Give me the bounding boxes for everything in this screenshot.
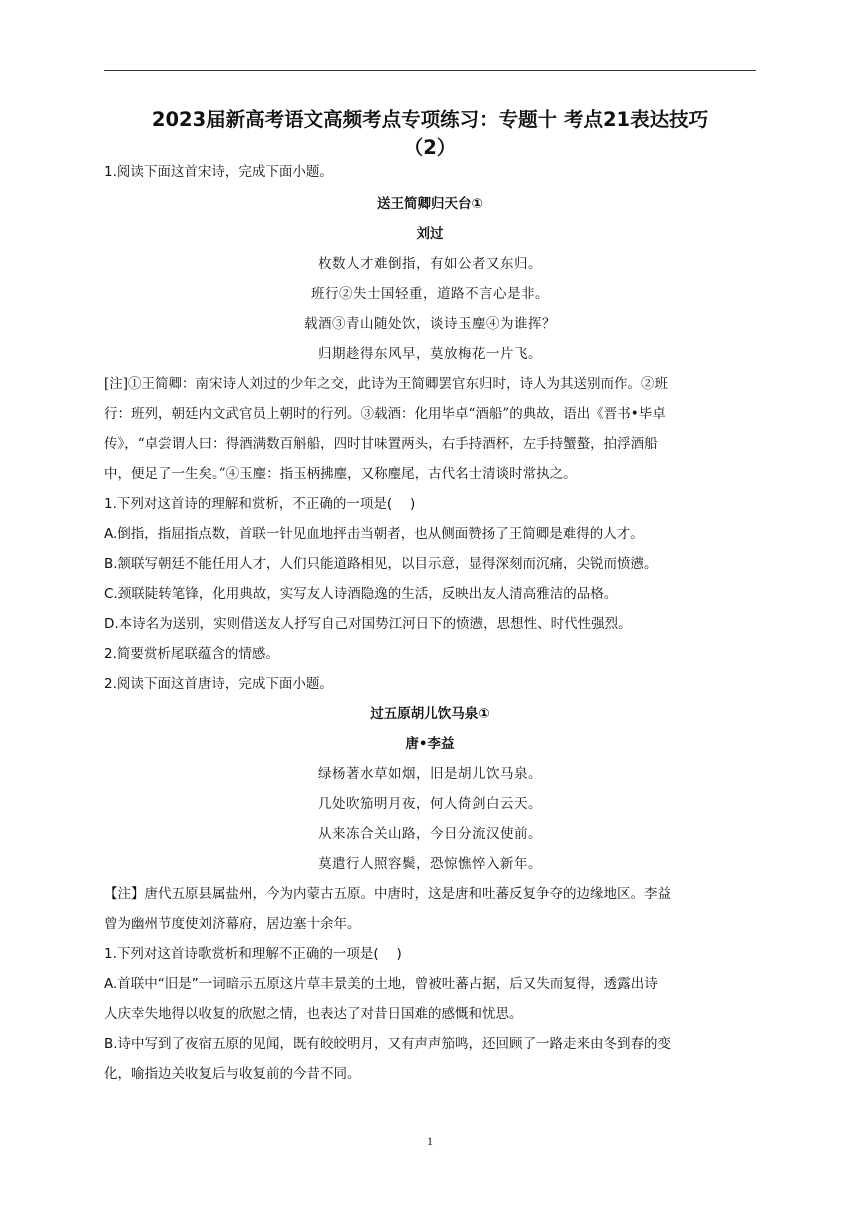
poem1-author: 刘过 xyxy=(416,226,444,242)
note1-line: 传》，“卓尝谓人曰：得酒满数百斛船，四时甘味置两头，右手持酒杯，左手持蟹螯，拍浮酒船 xyxy=(104,436,658,452)
poem2-author: 唐•李益 xyxy=(405,736,455,752)
title-line-1: 2023届新高考语文高频考点专项练习：专题十 考点21表达技巧 xyxy=(151,108,709,131)
q2-subquestion-1: 1.下列对这首诗歌赏析和理解不正确的一项是( ) xyxy=(104,946,402,962)
page-number: 1 xyxy=(427,1134,433,1148)
q1-option-b: B.颔联写朝廷不能任用人才，人们只能道路相见，以目示意，显得深刻而沉痛，尖锐而愤懑。 xyxy=(104,556,658,572)
poem2-line: 几处吹笳明月夜，何人倚剑白云天。 xyxy=(318,796,542,812)
note1-line: [注]①王简卿：南宋诗人刘过的少年之交，此诗为王简卿罢官东归时，诗人为其送别而作。②班 xyxy=(104,376,669,392)
header-rule xyxy=(104,70,756,71)
poem1-line: 载酒③青山随处饮，谈诗玉麈④为谁挥？ xyxy=(304,316,556,332)
q1-intro: 1.阅读下面这首宋诗，完成下面小题。 xyxy=(104,164,333,180)
q1-subquestion-2: 2.简要赏析尾联蕴含的情感。 xyxy=(104,646,279,662)
q2-intro: 2.阅读下面这首唐诗，完成下面小题。 xyxy=(104,676,333,692)
q1-option-d: D.本诗名为送别，实则借送友人抒写自己对国势江河日下的愤懑，思想性、时代性强烈。 xyxy=(104,616,632,632)
q2-option-a-line: 人庆幸失地得以收复的欣慰之情，也表达了对昔日国难的感慨和忧思。 xyxy=(104,1006,523,1022)
poem1-title: 送王简卿归天台① xyxy=(377,196,483,212)
q1-option-a: A.倒指，指屈指点数，首联一针见血地抨击当朝者，也从侧面赞扬了王简卿是难得的人才。 xyxy=(104,526,644,542)
poem2-line: 从来冻合关山路，今日分流汉使前。 xyxy=(318,826,542,842)
poem1-line: 班行②失士国轻重，道路不言心是非。 xyxy=(311,286,549,302)
poem1-line: 枚数人才难倒指，有如公者又东归。 xyxy=(318,256,542,272)
note2-line: 【注】唐代五原县属盐州，今为内蒙古五原。中唐时，这是唐和吐蕃反复争夺的边缘地区。李益 xyxy=(104,886,671,902)
note1-line: 中，便足了一生矣。”④玉麈：指玉柄拂麈，又称麈尾，古代名士清谈时常执之。 xyxy=(104,466,577,482)
q1-subquestion-1: 1.下列对这首诗的理解和赏析，不正确的一项是( ) xyxy=(104,496,416,512)
note1-line: 行：班列，朝廷内文武官员上朝时的行列。③载酒：化用毕卓“酒船”的典故，语出《晋书•毕卓 xyxy=(104,406,666,422)
q2-option-b-line: 化，喻指边关收复后与收复前的今昔不同。 xyxy=(104,1066,361,1082)
q2-option-a-line: A.首联中“旧是”一词暗示五原这片草丰景美的土地，曾被吐蕃占据，后又失而复得，透露出诗 xyxy=(104,976,658,992)
document-title xyxy=(104,106,756,162)
q1-option-c: C.颈联陡转笔锋，化用典故，实写友人诗酒隐逸的生活，反映出友人清高雅洁的品格。 xyxy=(104,586,618,602)
note2-line: 曾为幽州节度使刘济幕府，居边塞十余年。 xyxy=(104,916,361,932)
poem2-title: 过五原胡儿饮马泉① xyxy=(370,706,490,722)
poem1-line: 归期趁得东风早，莫放梅花一片飞。 xyxy=(318,346,542,362)
poem2-line: 绿杨著水草如烟，旧是胡儿饮马泉。 xyxy=(318,766,542,782)
title-line-2: （2） xyxy=(403,136,457,159)
poem2-line: 莫遣行人照容鬓，恐惊憔悴入新年。 xyxy=(318,856,542,872)
q2-option-b-line: B.诗中写到了夜宿五原的见闻，既有皎皎明月，又有声声笳鸣，还回顾了一路走来由冬到春的变 xyxy=(104,1036,672,1052)
